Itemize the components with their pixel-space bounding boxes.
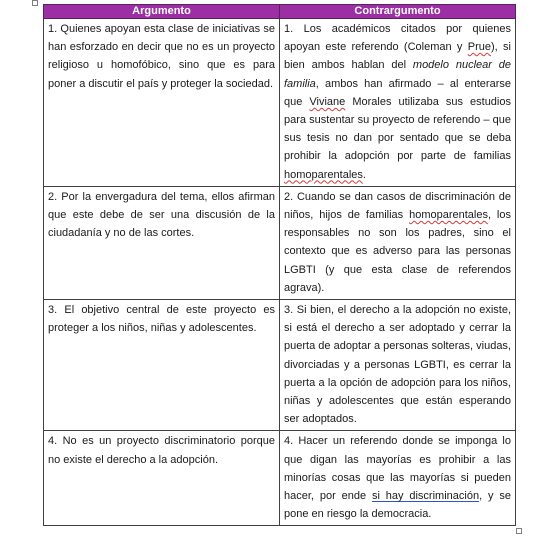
table-row bbox=[44, 431, 516, 526]
table-row bbox=[44, 19, 516, 187]
text-run: 2. Cuando se dan casos de discriminación de niños, hijos de familias bbox=[284, 190, 511, 222]
header-row bbox=[44, 5, 516, 19]
header-argumento[interactable]: Argumento bbox=[44, 5, 280, 19]
text-run: 4. Hacer un referendo donde se imponga lo que digan las mayorías es prohibir a las minorías cosas que las mayorías si pueden hacer, por ende bbox=[284, 435, 511, 503]
table-row bbox=[44, 186, 516, 299]
text-run: . bbox=[362, 168, 366, 181]
counterargument-cell[interactable] bbox=[280, 186, 516, 299]
italic-text: modelo nuclear de familia bbox=[284, 59, 511, 90]
text-run: Morales utilizaba sus estudios para sustentar su proyecto de referendo – que sus tesis no dan por sentado que se deba prohibir la adopción por parte de familias bbox=[284, 95, 511, 163]
grammar-check-phrase[interactable]: si hay discriminación bbox=[371, 490, 480, 503]
table-row bbox=[44, 300, 516, 431]
table-resize-handle[interactable] bbox=[516, 528, 522, 534]
table-move-handle[interactable] bbox=[32, 0, 38, 6]
counterargument-cell[interactable]: 3. Si bien, el derecho a la adopción no existe, si está el derecho a ser adoptado y cerrar la puerta de adoptar a personas solteras, viudas, divorciadas y a personas LGBTI, es cerrar la puerta a la opción de adopción para los niños, niñas y adolescentes que están esperando ser adoptados. bbox=[280, 300, 516, 431]
argument-cell[interactable]: 1. Quienes apoyan esta clase de iniciativas se han esforzado en decir que no es un proyecto religioso u homofóbico, sino que es para poner a discutir el país y proteger la sociedad. bbox=[44, 19, 280, 187]
text-run: , ambos han afirmado – al enterarse que bbox=[284, 77, 511, 108]
argument-cell[interactable]: 2. Por la envergadura del tema, ellos afirman que este debe de ser una discusión de la ciudadanía y no de las cortes. bbox=[44, 186, 280, 299]
text-run: , y se pone en riesgo la democracia. bbox=[284, 490, 511, 521]
argument-cell[interactable]: 3. El objetivo central de este proyecto es proteger a los niños, niñas y adolescentes. bbox=[44, 300, 280, 431]
spellcheck-word[interactable]: homoparentales bbox=[409, 209, 488, 222]
text-run: ), si bien ambos hablan del bbox=[284, 41, 511, 72]
argument-cell[interactable]: 4. No es un proyecto discriminatorio porque no existe el derecho a la adopción. bbox=[44, 431, 280, 526]
text-run: 1. Los académicos citados por quienes apoyan este referendo (Coleman y bbox=[284, 23, 511, 54]
counterargument-cell[interactable] bbox=[280, 19, 516, 187]
spellcheck-word[interactable]: Viviane bbox=[309, 95, 346, 108]
text-run: , los responsables no son los padres, sino el contexto que es adverso para las personas LGBTI (y que esta clase de referendos agrava). bbox=[284, 209, 511, 294]
spellcheck-word[interactable]: Prue bbox=[467, 41, 491, 54]
counterargument-cell[interactable] bbox=[280, 431, 516, 526]
argument-table bbox=[43, 4, 516, 526]
spellcheck-word[interactable]: homoparentales bbox=[284, 168, 363, 181]
header-contrargumento[interactable]: Contrargumento bbox=[280, 5, 516, 19]
